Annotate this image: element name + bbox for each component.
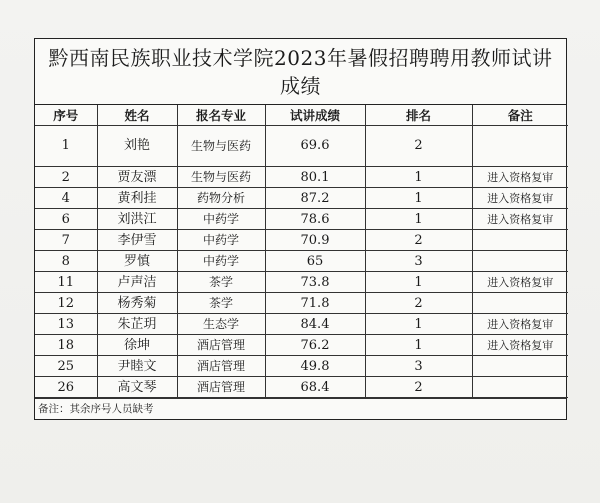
cell-name: 尹睦文 (97, 356, 177, 377)
cell-rank: 3 (365, 251, 472, 272)
cell-remark (472, 230, 568, 251)
cell-remark: 进入资格复审 (472, 314, 568, 335)
cell-name: 黄利挂 (97, 188, 177, 209)
cell-remark (472, 293, 568, 314)
cell-name: 贾友漂 (97, 167, 177, 188)
cell-remark: 进入资格复审 (472, 335, 568, 356)
document-title: 黔西南民族职业技术学院2023年暑假招聘聘用教师试讲成绩 (35, 39, 566, 105)
cell-major: 茶学 (177, 272, 265, 293)
header-name: 姓名 (97, 105, 177, 126)
cell-seq: 2 (35, 167, 97, 188)
cell-remark (472, 126, 568, 167)
table-row (35, 167, 568, 188)
cell-name: 李伊雪 (97, 230, 177, 251)
table-row (35, 230, 568, 251)
cell-major: 药物分析 (177, 188, 265, 209)
cell-rank: 1 (365, 209, 472, 230)
cell-rank: 2 (365, 293, 472, 314)
cell-name: 卢声洁 (97, 272, 177, 293)
header-score: 试讲成绩 (265, 105, 365, 126)
cell-remark (472, 377, 568, 398)
cell-remark: 进入资格复审 (472, 272, 568, 293)
cell-rank: 1 (365, 167, 472, 188)
cell-name: 高文琴 (97, 377, 177, 398)
cell-name: 徐坤 (97, 335, 177, 356)
cell-seq: 11 (35, 272, 97, 293)
cell-rank: 2 (365, 230, 472, 251)
cell-rank: 1 (365, 314, 472, 335)
cell-major: 中药学 (177, 209, 265, 230)
table-row (35, 251, 568, 272)
cell-score: 68.4 (265, 377, 365, 398)
cell-seq: 26 (35, 377, 97, 398)
cell-major: 中药学 (177, 251, 265, 272)
header-rank: 排名 (365, 105, 472, 126)
score-table (35, 105, 568, 398)
cell-score: 65 (265, 251, 365, 272)
table-row (35, 126, 568, 167)
cell-rank: 1 (365, 188, 472, 209)
cell-name: 杨秀菊 (97, 293, 177, 314)
cell-seq: 18 (35, 335, 97, 356)
cell-major: 生态学 (177, 314, 265, 335)
table-row (35, 335, 568, 356)
cell-score: 49.8 (265, 356, 365, 377)
cell-name: 刘洪江 (97, 209, 177, 230)
table-row (35, 314, 568, 335)
cell-score: 78.6 (265, 209, 365, 230)
table-row (35, 293, 568, 314)
header-remark: 备注 (472, 105, 568, 126)
cell-seq: 13 (35, 314, 97, 335)
cell-score: 69.6 (265, 126, 365, 167)
cell-seq: 6 (35, 209, 97, 230)
cell-seq: 12 (35, 293, 97, 314)
cell-name: 朱芷玥 (97, 314, 177, 335)
cell-score: 84.4 (265, 314, 365, 335)
cell-major: 生物与医药 (177, 126, 265, 167)
cell-score: 87.2 (265, 188, 365, 209)
header-major: 报名专业 (177, 105, 265, 126)
cell-score: 70.9 (265, 230, 365, 251)
cell-name: 刘艳 (97, 126, 177, 167)
cell-seq: 8 (35, 251, 97, 272)
cell-rank: 1 (365, 272, 472, 293)
table-header-row (35, 105, 568, 126)
cell-major: 茶学 (177, 293, 265, 314)
score-table-container (34, 38, 567, 420)
footnote: 备注：其余序号人员缺考 (35, 398, 566, 419)
cell-rank: 2 (365, 377, 472, 398)
table-row (35, 356, 568, 377)
cell-remark (472, 356, 568, 377)
cell-remark: 进入资格复审 (472, 167, 568, 188)
cell-rank: 3 (365, 356, 472, 377)
cell-seq: 7 (35, 230, 97, 251)
cell-major: 酒店管理 (177, 335, 265, 356)
cell-score: 76.2 (265, 335, 365, 356)
cell-rank: 1 (365, 335, 472, 356)
table-row (35, 188, 568, 209)
cell-major: 生物与医药 (177, 167, 265, 188)
cell-name: 罗慎 (97, 251, 177, 272)
table-row (35, 209, 568, 230)
table-row (35, 377, 568, 398)
cell-score: 73.8 (265, 272, 365, 293)
cell-score: 71.8 (265, 293, 365, 314)
cell-score: 80.1 (265, 167, 365, 188)
cell-seq: 1 (35, 126, 97, 167)
cell-major: 中药学 (177, 230, 265, 251)
table-row (35, 272, 568, 293)
cell-remark (472, 251, 568, 272)
cell-rank: 2 (365, 126, 472, 167)
cell-major: 酒店管理 (177, 377, 265, 398)
cell-seq: 25 (35, 356, 97, 377)
cell-seq: 4 (35, 188, 97, 209)
cell-remark: 进入资格复审 (472, 209, 568, 230)
cell-major: 酒店管理 (177, 356, 265, 377)
cell-remark: 进入资格复审 (472, 188, 568, 209)
header-seq: 序号 (35, 105, 97, 126)
